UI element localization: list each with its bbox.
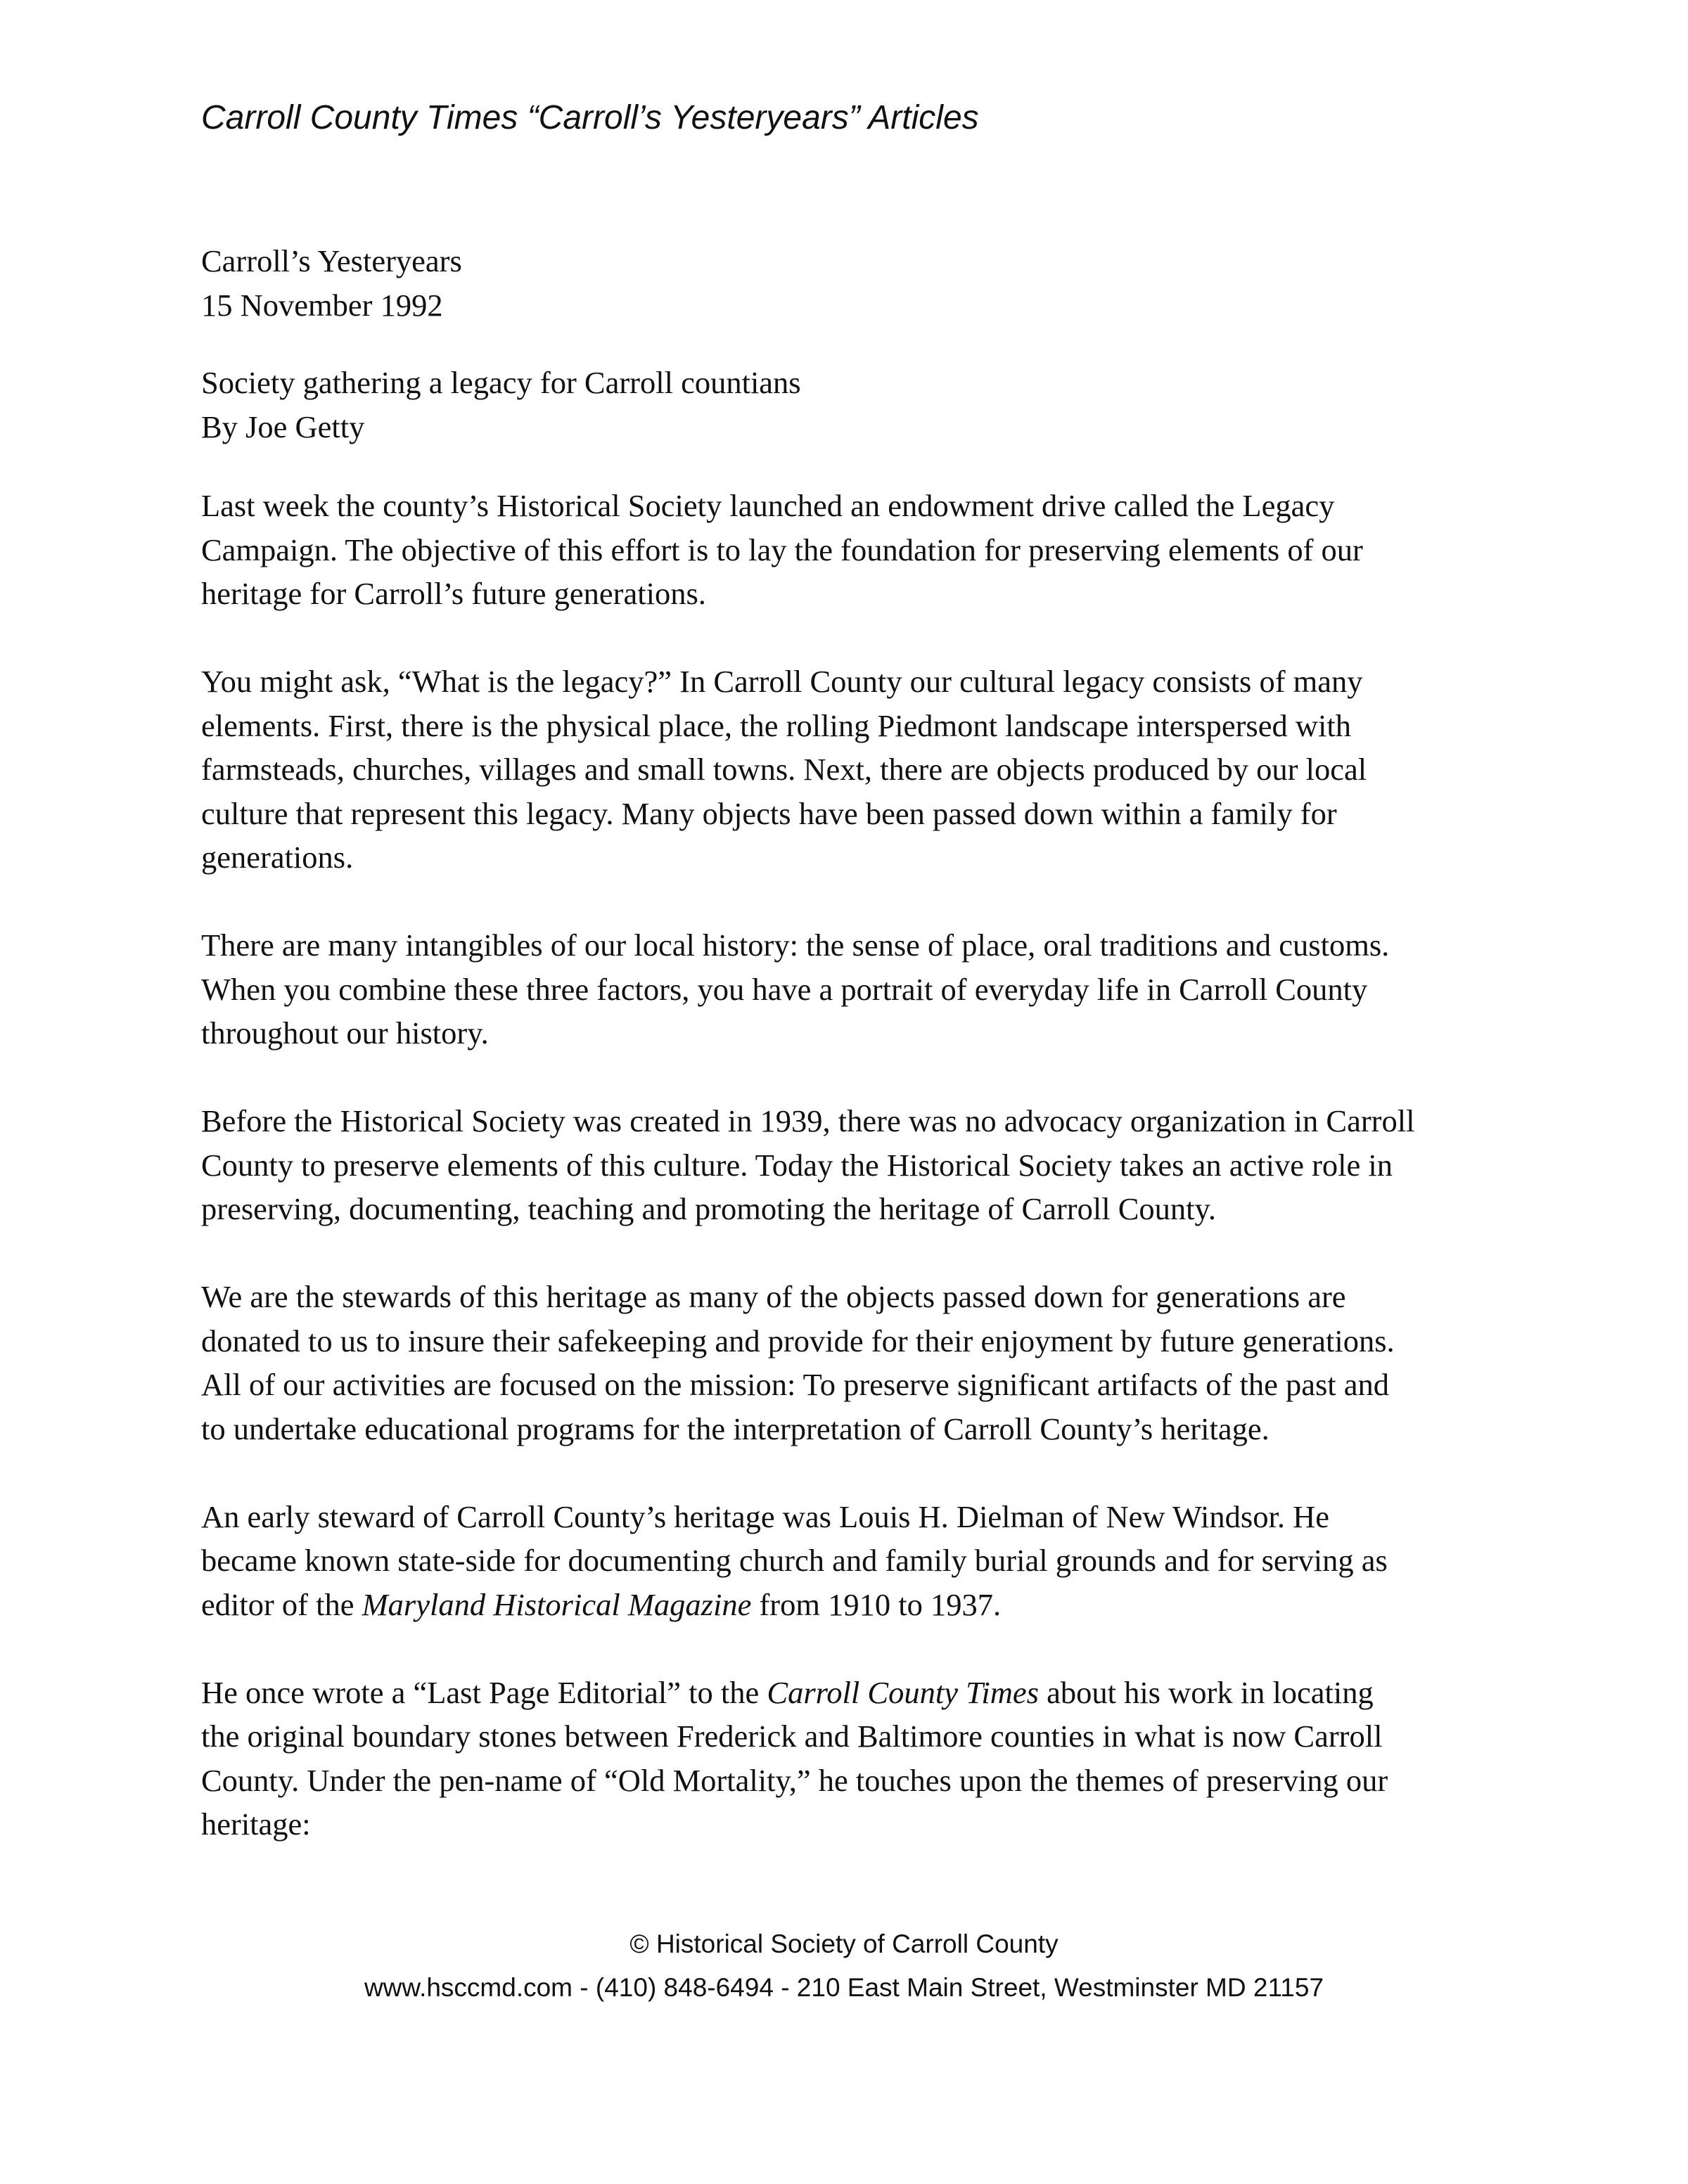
text-run: editor of the <box>201 1586 362 1622</box>
article-headline: Society gathering a legacy for Carroll countians <box>201 365 801 400</box>
paragraph-line: All of our activities are focused on the mission: To preserve significant artifacts of the past and <box>201 1367 1390 1402</box>
paragraph-line: Last week the county’s Historical Society launched an endowment drive called the Legacy <box>201 488 1335 523</box>
paragraph-line: heritage: <box>201 1806 311 1842</box>
paragraph-line: We are the stewards of this heritage as many of the objects passed down for generations are <box>201 1279 1346 1314</box>
text-run: about his work in locating <box>1038 1674 1374 1710</box>
article-heading <box>201 361 1523 449</box>
column-name: Carroll’s Yesteryears <box>201 243 462 278</box>
magazine-title: Maryland Historical Magazine <box>362 1586 752 1622</box>
article-byline: By Joe Getty <box>201 409 365 444</box>
paragraph-line: farmsteads, churches, villages and small towns. Next, there are objects produced by our local <box>201 752 1367 787</box>
paragraph-7 <box>201 1671 1523 1846</box>
text-run: He once wrote a “Last Page Editorial” to the <box>201 1674 767 1710</box>
paragraph-line: Campaign. The objective of this effort is to lay the foundation for preserving elements of our <box>201 532 1363 567</box>
paragraph-line: became known state-side for documenting church and family burial grounds and for serving as <box>201 1543 1388 1578</box>
paragraph-line: When you combine these three factors, you have a portrait of everyday life in Carroll County <box>201 971 1368 1007</box>
paragraph-line: You might ask, “What is the legacy?” In Carroll County our cultural legacy consists of many <box>201 664 1363 699</box>
article-date: 15 November 1992 <box>201 287 443 323</box>
paragraph-line: donated to us to insure their safekeeping and provide for their enjoyment by future generations. <box>201 1323 1395 1358</box>
footer-copyright: © Historical Society of Carroll County <box>629 1929 1059 1958</box>
paragraph-5 <box>201 1275 1523 1451</box>
paragraph-line: culture that represent this legacy. Many objects have been passed down within a family for <box>201 795 1337 831</box>
paragraph-line: County to preserve elements of this culture. Today the Historical Society takes an active role in <box>201 1147 1393 1183</box>
paragraph-line: preserving, documenting, teaching and promoting the heritage of Carroll County. <box>201 1191 1216 1226</box>
paragraph-line <box>201 1671 1523 1715</box>
text-run: from 1910 to 1937. <box>751 1586 1002 1622</box>
paragraph-line: generations. <box>201 840 354 875</box>
footer-contact: www.hsccmd.com - (410) 848-6494 - 210 East Main Street, Westminster MD 21157 <box>364 1973 1324 2002</box>
paragraph-line: Before the Historical Society was created in 1939, there was no advocacy organization in Carroll <box>201 1103 1415 1138</box>
page-header-title: Carroll County Times “Carroll’s Yesteryears” Articles <box>201 99 979 136</box>
paragraph-line: County. Under the pen-name of “Old Mortality,” he touches upon the themes of preserving our <box>201 1762 1388 1798</box>
article-body <box>201 239 1523 1890</box>
paragraph-line: An early steward of Carroll County’s heritage was Louis H. Dielman of New Windsor. He <box>201 1498 1329 1534</box>
paragraph-3 <box>201 923 1523 1055</box>
newspaper-title: Carroll County Times <box>767 1674 1039 1710</box>
paragraph-line: to undertake educational programs for the interpretation of Carroll County’s heritage. <box>201 1411 1270 1446</box>
paragraph-line: throughout our history. <box>201 1015 489 1051</box>
paragraph-line: heritage for Carroll’s future generations. <box>201 576 706 611</box>
article-dateline <box>201 239 1523 327</box>
paragraph-1 <box>201 484 1523 616</box>
paragraph-6 <box>201 1495 1523 1627</box>
paragraph-2 <box>201 660 1523 880</box>
paragraph-line: There are many intangibles of our local history: the sense of place, oral traditions and customs. <box>201 927 1390 963</box>
page-footer <box>0 1922 1688 2010</box>
paragraph-line <box>201 1583 1523 1627</box>
paragraph-4 <box>201 1099 1523 1231</box>
paragraph-line: the original boundary stones between Frederick and Baltimore counties in what is now Carroll <box>201 1719 1383 1754</box>
paragraph-line: elements. First, there is the physical place, the rolling Piedmont landscape interspersed with <box>201 707 1351 743</box>
